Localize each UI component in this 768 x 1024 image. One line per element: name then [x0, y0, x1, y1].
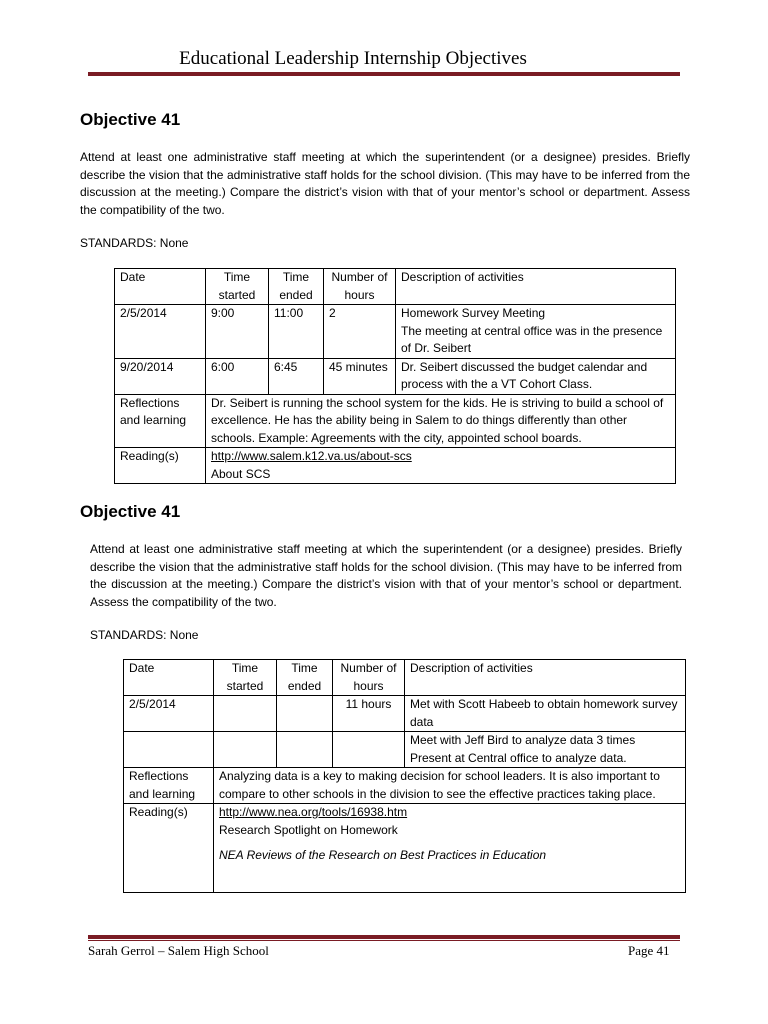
header-date: Date: [124, 660, 214, 696]
reflections-label: Reflections and learning: [124, 768, 214, 804]
objective-description-2: Attend at least one administrative staff meeting at which the superintendent (or a designee) presides. Briefly describe the vision that the administrative staff holds for the school division. (This may have to be inferred from the discussion at the meeting.) Compare the district’s vision with that of your mentor’s school or department. Assess the compatibility of the two.: [90, 542, 682, 609]
header-description: Description of activities: [405, 660, 686, 696]
reading-note: NEA Reviews of the Research on Best Practices in Education: [219, 848, 547, 862]
reflections-label: Reflections and learning: [115, 394, 206, 448]
cell-time-ended: [277, 732, 333, 768]
cell-description: [405, 732, 686, 768]
header-time-started: Time started: [214, 660, 277, 696]
cell-time-started: [214, 696, 277, 732]
reading-cell: [214, 804, 686, 893]
table-row: [115, 358, 676, 394]
standards-label-1: STANDARDS: None: [80, 236, 189, 250]
cell-date: 9/20/2014: [115, 358, 206, 394]
page-header-title: Educational Leadership Internship Objectives: [179, 48, 527, 69]
reading-label: Reading(s): [115, 448, 206, 484]
table-row: [124, 696, 686, 732]
reading-row: [124, 804, 686, 893]
footer-rule-thin: [88, 940, 680, 941]
cell-description: Met with Scott Habeeb to obtain homework survey data: [405, 696, 686, 732]
cell-hours: 2: [324, 305, 396, 359]
footer-rule: [88, 935, 680, 939]
cell-date: [124, 732, 214, 768]
reading-link[interactable]: http://www.nea.org/tools/16938.htm: [219, 805, 408, 819]
header-description: Description of activities: [396, 269, 676, 305]
objective-heading-2: Objective 41: [80, 502, 181, 521]
description-line: Present at Central office to analyze data.: [410, 750, 627, 765]
table-header-row: [115, 269, 676, 305]
reflections-row: [115, 394, 676, 448]
cell-time-started: 9:00: [206, 305, 269, 359]
cell-date: 2/5/2014: [115, 305, 206, 359]
description-line: Homework Survey Meeting: [401, 306, 546, 320]
reading-title: Research Spotlight on Homework: [219, 822, 398, 837]
header-date: Date: [115, 269, 206, 305]
reflections-text: Analyzing data is a key to making decision for school leaders. It is also important to compare to other schools in the division to see the effective practices taking place.: [214, 768, 686, 804]
table-row: [115, 305, 676, 359]
description-line: The meeting at central office was in the presence of Dr. Seibert: [401, 323, 663, 355]
cell-hours: [333, 732, 405, 768]
table-row: [124, 732, 686, 768]
cell-date: 2/5/2014: [124, 696, 214, 732]
reading-cell: [206, 448, 676, 484]
header-time-started: Time started: [206, 269, 269, 305]
activity-table-1: [114, 268, 676, 484]
reading-label: Reading(s): [124, 804, 214, 893]
reading-title: About SCS: [211, 466, 271, 481]
header-time-ended: Time ended: [269, 269, 324, 305]
cell-time-ended: [277, 696, 333, 732]
cell-hours: 11 hours: [333, 696, 405, 732]
standards-label-2: STANDARDS: None: [90, 628, 199, 642]
header-hours: Number of hours: [333, 660, 405, 696]
footer-author: Sarah Gerrol – Salem High School: [88, 943, 269, 958]
reading-link[interactable]: http://www.salem.k12.va.us/about-scs: [211, 449, 412, 463]
cell-time-ended: 11:00: [269, 305, 324, 359]
cell-time-started: [214, 732, 277, 768]
cell-description: Dr. Seibert discussed the budget calendar and process with the a VT Cohort Class.: [396, 358, 676, 394]
cell-description: [396, 305, 676, 359]
cell-time-ended: 6:45: [269, 358, 324, 394]
table-header-row: [124, 660, 686, 696]
cell-hours: 45 minutes: [324, 358, 396, 394]
header-hours: Number of hours: [324, 269, 396, 305]
reading-row: [115, 448, 676, 484]
cell-time-started: 6:00: [206, 358, 269, 394]
header-time-ended: Time ended: [277, 660, 333, 696]
objective-description-1: Attend at least one administrative staff meeting at which the superintendent (or a designee) presides. Briefly describe the vision that the administrative staff holds for the school division. (This may have to be inferred from the discussion at the meeting.) Compare the district’s vision with that of your mentor’s school or department. Assess the compatibility of the two.: [80, 150, 690, 217]
footer-page-number: Page 41: [628, 943, 670, 958]
objective-heading-1: Objective 41: [80, 110, 181, 129]
reflections-row: [124, 768, 686, 804]
header-rule: [88, 72, 680, 76]
activity-table-2: [123, 659, 686, 893]
reflections-text: Dr. Seibert is running the school system for the kids. He is striving to build a school of excellence. He has the ability being in Salem to do things differently than other schools. Example: Agreements with the city, appointed school boards.: [206, 394, 676, 448]
description-line: Meet with Jeff Bird to analyze data 3 times: [410, 733, 636, 747]
